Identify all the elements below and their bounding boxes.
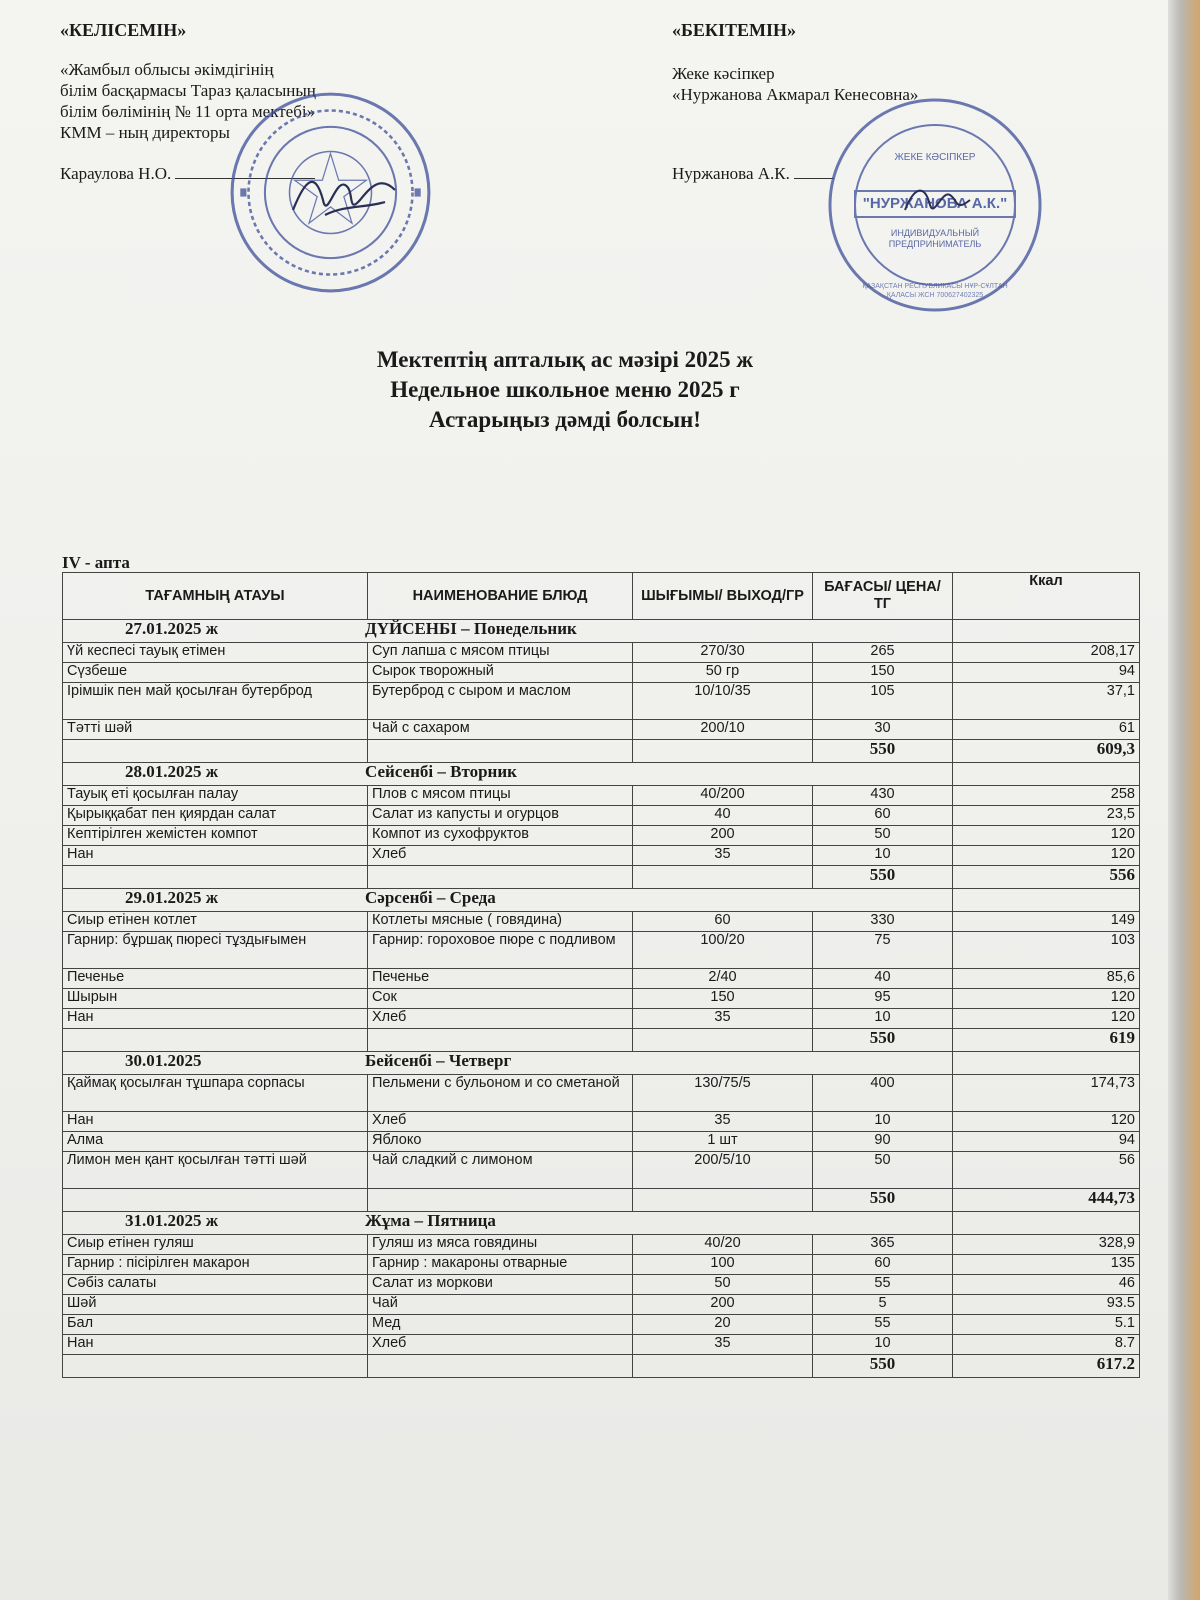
seal-bottom-text: ИНДИВИДУАЛЬНЫЙ ПРЕДПРИНИМАТЕЛЬ bbox=[888, 228, 982, 249]
dish-name-kz: Үй кеспесі тауық етімен bbox=[63, 643, 368, 663]
dish-name-kz: Нан bbox=[63, 1009, 368, 1029]
table-row bbox=[63, 1315, 1140, 1335]
total-kcal: 619 bbox=[953, 1029, 1140, 1052]
total-empty-cell bbox=[368, 1029, 633, 1052]
dish-kcal: 23,5 bbox=[953, 806, 1140, 826]
day-date: 27.01.2025 ж bbox=[125, 619, 219, 638]
dish-name-kz: Сәбіз салаты bbox=[63, 1275, 368, 1295]
total-empty-cell bbox=[63, 1029, 368, 1052]
dish-name-ru: Хлеб bbox=[368, 846, 633, 866]
table-row bbox=[63, 1235, 1140, 1255]
total-row bbox=[63, 1029, 1140, 1052]
dish-kcal: 5.1 bbox=[953, 1315, 1140, 1335]
dish-name-kz: Қаймақ қосылған тұшпара сорпасы bbox=[63, 1075, 368, 1112]
dish-name-ru: Хлеб bbox=[368, 1335, 633, 1355]
dish-name-ru: Компот из сухофруктов bbox=[368, 826, 633, 846]
day-header-cell bbox=[63, 1212, 953, 1235]
dish-kcal: 103 bbox=[953, 932, 1140, 969]
dish-output: 200 bbox=[633, 1295, 813, 1315]
day-header-row bbox=[63, 763, 1140, 786]
dish-price: 55 bbox=[813, 1315, 953, 1335]
dish-output: 10/10/35 bbox=[633, 683, 813, 720]
dish-price: 430 bbox=[813, 786, 953, 806]
dish-kcal: 56 bbox=[953, 1152, 1140, 1189]
dish-output: 40/200 bbox=[633, 786, 813, 806]
dish-name-ru: Яблоко bbox=[368, 1132, 633, 1152]
dish-name-ru: Сырок творожный bbox=[368, 663, 633, 683]
total-kcal: 609,3 bbox=[953, 740, 1140, 763]
menu-body bbox=[63, 620, 1140, 1378]
dish-price: 10 bbox=[813, 1112, 953, 1132]
dish-name-kz: Сүзбеше bbox=[63, 663, 368, 683]
dish-output: 50 bbox=[633, 1275, 813, 1295]
table-row bbox=[63, 989, 1140, 1009]
dish-price: 365 bbox=[813, 1235, 953, 1255]
dish-name-kz: Алма bbox=[63, 1132, 368, 1152]
table-row bbox=[63, 1275, 1140, 1295]
table-row bbox=[63, 969, 1140, 989]
day-date: 30.01.2025 bbox=[125, 1051, 202, 1070]
dish-name-kz: Тауық еті қосылған палау bbox=[63, 786, 368, 806]
total-empty-cell bbox=[633, 740, 813, 763]
day-name: Жұма – Пятница bbox=[365, 1211, 496, 1230]
dish-name-ru: Чай с сахаром bbox=[368, 720, 633, 740]
day-header-row bbox=[63, 1052, 1140, 1075]
total-row bbox=[63, 740, 1140, 763]
total-row bbox=[63, 1189, 1140, 1212]
table-row bbox=[63, 663, 1140, 683]
day-header-row bbox=[63, 620, 1140, 643]
menu-table bbox=[62, 572, 1140, 1378]
header-left-line: КММ – ның директоры bbox=[60, 123, 230, 142]
dish-name-kz: Нан bbox=[63, 846, 368, 866]
col-header-output: ШЫҒЫМЫ/ ВЫХОД/ГР bbox=[633, 573, 813, 620]
dish-kcal: 328,9 bbox=[953, 1235, 1140, 1255]
day-header-row bbox=[63, 889, 1140, 912]
dish-name-ru: Салат из капусты и огурцов bbox=[368, 806, 633, 826]
day-header-cell bbox=[63, 889, 953, 912]
day-name: Бейсенбі – Четверг bbox=[365, 1051, 512, 1070]
dish-price: 10 bbox=[813, 1009, 953, 1029]
dish-output: 35 bbox=[633, 1335, 813, 1355]
table-header-row bbox=[63, 573, 1140, 620]
table-row bbox=[63, 1152, 1140, 1189]
dish-price: 55 bbox=[813, 1275, 953, 1295]
dish-name-kz: Кептірілген жемістен компот bbox=[63, 826, 368, 846]
dish-output: 100/20 bbox=[633, 932, 813, 969]
day-name: Сәрсенбі – Среда bbox=[365, 888, 496, 907]
table-row bbox=[63, 1075, 1140, 1112]
total-empty-cell bbox=[633, 866, 813, 889]
day-date: 28.01.2025 ж bbox=[125, 762, 219, 781]
dish-kcal: 85,6 bbox=[953, 969, 1140, 989]
dish-output: 2/40 bbox=[633, 969, 813, 989]
dish-kcal: 120 bbox=[953, 1112, 1140, 1132]
dish-name-ru: Котлеты мясные ( говядина) bbox=[368, 912, 633, 932]
table-row bbox=[63, 1335, 1140, 1355]
day-header-empty bbox=[953, 889, 1140, 912]
dish-output: 40/20 bbox=[633, 1235, 813, 1255]
dish-output: 20 bbox=[633, 1315, 813, 1335]
dish-price: 30 bbox=[813, 720, 953, 740]
dish-price: 90 bbox=[813, 1132, 953, 1152]
approve-left-title: «КЕЛІСЕМІН» bbox=[60, 20, 187, 40]
dish-output: 40 bbox=[633, 806, 813, 826]
approve-right-title: «БЕКІТЕМІН» bbox=[672, 20, 796, 40]
table-row bbox=[63, 912, 1140, 932]
total-price: 550 bbox=[813, 866, 953, 889]
dish-name-ru: Чай сладкий с лимоном bbox=[368, 1152, 633, 1189]
dish-output: 150 bbox=[633, 989, 813, 1009]
dish-kcal: 37,1 bbox=[953, 683, 1140, 720]
dish-name-kz: Шырын bbox=[63, 989, 368, 1009]
col-header-ru: НАИМЕНОВАНИЕ БЛЮД bbox=[368, 573, 633, 620]
dish-name-kz: Печенье bbox=[63, 969, 368, 989]
dish-kcal: 120 bbox=[953, 846, 1140, 866]
table-row bbox=[63, 1132, 1140, 1152]
day-header-empty bbox=[953, 1212, 1140, 1235]
col-header-kcal: Ккал bbox=[953, 573, 1140, 620]
table-row bbox=[63, 1295, 1140, 1315]
dish-name-kz: Шәй bbox=[63, 1295, 368, 1315]
table-row bbox=[63, 826, 1140, 846]
day-header-cell bbox=[63, 620, 953, 643]
dish-price: 330 bbox=[813, 912, 953, 932]
dish-output: 35 bbox=[633, 846, 813, 866]
total-kcal: 444,73 bbox=[953, 1189, 1140, 1212]
dish-kcal: 149 bbox=[953, 912, 1140, 932]
dish-output: 200/5/10 bbox=[633, 1152, 813, 1189]
dish-output: 100 bbox=[633, 1255, 813, 1275]
table-row bbox=[63, 932, 1140, 969]
dish-name-ru: Бутерброд с сыром и маслом bbox=[368, 683, 633, 720]
day-header-empty bbox=[953, 620, 1140, 643]
title-kz: Мектептің апталық ас мәзірі 2025 ж bbox=[376, 347, 754, 372]
dish-name-kz: Қырыққабат пен қиярдан салат bbox=[63, 806, 368, 826]
dish-output: 35 bbox=[633, 1112, 813, 1132]
dish-name-ru: Гуляш из мяса говядины bbox=[368, 1235, 633, 1255]
signer-right: Нуржанова А.К. bbox=[672, 164, 790, 183]
dish-name-kz: Гарнир : пісірілген макарон bbox=[63, 1255, 368, 1275]
paper-edge bbox=[1168, 0, 1200, 1600]
table-row bbox=[63, 1009, 1140, 1029]
title-wish: Астарыңыз дәмді болсын! bbox=[429, 407, 701, 432]
table-row bbox=[63, 1112, 1140, 1132]
dish-output: 270/30 bbox=[633, 643, 813, 663]
total-price: 550 bbox=[813, 1355, 953, 1378]
dish-output: 35 bbox=[633, 1009, 813, 1029]
table-row bbox=[63, 846, 1140, 866]
dish-output: 200 bbox=[633, 826, 813, 846]
dish-kcal: 94 bbox=[953, 663, 1140, 683]
table-row bbox=[63, 683, 1140, 720]
col-header-price: БАҒАСЫ/ ЦЕНА/ТГ bbox=[813, 573, 953, 620]
dish-price: 95 bbox=[813, 989, 953, 1009]
dish-name-ru: Гарнир : макароны отварные bbox=[368, 1255, 633, 1275]
dish-price: 400 bbox=[813, 1075, 953, 1112]
total-row bbox=[63, 866, 1140, 889]
total-empty-cell bbox=[368, 1189, 633, 1212]
dish-price: 105 bbox=[813, 683, 953, 720]
signature-scribble-left bbox=[285, 160, 405, 230]
dish-kcal: 61 bbox=[953, 720, 1140, 740]
dish-output: 200/10 bbox=[633, 720, 813, 740]
dish-name-ru: Гарнир: гороховое пюре с подливом bbox=[368, 932, 633, 969]
total-price: 550 bbox=[813, 1189, 953, 1212]
header-left-line: білім бөлімінің № 11 орта мектебі» bbox=[60, 102, 316, 121]
col-header-kz: ТАҒАМНЫҢ АТАУЫ bbox=[63, 573, 368, 620]
total-row bbox=[63, 1355, 1140, 1378]
seal-center-text: "НУРЖАНОВА А.К." bbox=[862, 195, 1008, 212]
total-kcal: 617.2 bbox=[953, 1355, 1140, 1378]
seal-ring-text: ҚАЗАҚСТАН РЕСПУБЛИКАСЫ НҰР-СҰЛТАН ҚАЛАСЫ ЖСН 700627402325 bbox=[862, 283, 1008, 299]
table-row bbox=[63, 1255, 1140, 1275]
day-header-row bbox=[63, 1212, 1140, 1235]
total-empty-cell bbox=[63, 1189, 368, 1212]
dish-name-kz: Гарнир: бұршақ пюресі тұздығымен bbox=[63, 932, 368, 969]
dish-name-kz: Тәтті шәй bbox=[63, 720, 368, 740]
dish-name-kz: Ірімшік пен май қосылған бутерброд bbox=[63, 683, 368, 720]
total-empty-cell bbox=[63, 1355, 368, 1378]
dish-kcal: 94 bbox=[953, 1132, 1140, 1152]
dish-price: 60 bbox=[813, 806, 953, 826]
table-row bbox=[63, 643, 1140, 663]
seal-top-text: ЖЕКЕ КӘСІПКЕР bbox=[894, 152, 976, 163]
dish-name-kz: Сиыр етінен котлет bbox=[63, 912, 368, 932]
total-kcal: 556 bbox=[953, 866, 1140, 889]
dish-name-ru: Хлеб bbox=[368, 1009, 633, 1029]
header-right-line: Жеке кәсіпкер bbox=[672, 64, 775, 83]
total-empty-cell bbox=[368, 1355, 633, 1378]
dish-kcal: 120 bbox=[953, 989, 1140, 1009]
dish-name-ru: Пельмени с бульоном и со сметаной bbox=[368, 1075, 633, 1112]
dish-price: 150 bbox=[813, 663, 953, 683]
dish-name-kz: Нан bbox=[63, 1112, 368, 1132]
dish-kcal: 174,73 bbox=[953, 1075, 1140, 1112]
day-name: ДҮЙСЕНБІ – Понедельник bbox=[365, 619, 577, 638]
total-empty-cell bbox=[63, 866, 368, 889]
title-block bbox=[0, 345, 1130, 435]
total-empty-cell bbox=[368, 866, 633, 889]
dish-price: 40 bbox=[813, 969, 953, 989]
title-ru: Недельное школьное меню 2025 г bbox=[390, 377, 740, 402]
total-price: 550 bbox=[813, 740, 953, 763]
dish-kcal: 120 bbox=[953, 1009, 1140, 1029]
table-row bbox=[63, 806, 1140, 826]
dish-output: 130/75/5 bbox=[633, 1075, 813, 1112]
day-header-empty bbox=[953, 1052, 1140, 1075]
dish-name-ru: Печенье bbox=[368, 969, 633, 989]
header-right-line: «Нуржанова Акмарал Кенесовна» bbox=[672, 85, 919, 104]
dish-name-ru: Чай bbox=[368, 1295, 633, 1315]
dish-kcal: 120 bbox=[953, 826, 1140, 846]
total-empty-cell bbox=[633, 1029, 813, 1052]
dish-name-ru: Суп лапша с мясом птицы bbox=[368, 643, 633, 663]
dish-name-ru: Салат из моркови bbox=[368, 1275, 633, 1295]
total-empty-cell bbox=[368, 740, 633, 763]
total-price: 550 bbox=[813, 1029, 953, 1052]
table-row bbox=[63, 720, 1140, 740]
total-empty-cell bbox=[633, 1355, 813, 1378]
day-header-empty bbox=[953, 763, 1140, 786]
dish-kcal: 93.5 bbox=[953, 1295, 1140, 1315]
header-left-line: «Жамбыл облысы әкімдігінің bbox=[60, 60, 274, 79]
dish-name-ru: Мед bbox=[368, 1315, 633, 1335]
header-left-line: білім басқармасы Тараз қаласының bbox=[60, 81, 316, 100]
dish-price: 5 bbox=[813, 1295, 953, 1315]
day-name: Сейсенбі – Вторник bbox=[365, 762, 517, 781]
signature-scribble-right bbox=[900, 180, 980, 220]
dish-name-ru: Сок bbox=[368, 989, 633, 1009]
day-date: 29.01.2025 ж bbox=[125, 888, 219, 907]
dish-price: 10 bbox=[813, 846, 953, 866]
day-header-cell bbox=[63, 763, 953, 786]
dish-name-kz: Сиыр етінен гуляш bbox=[63, 1235, 368, 1255]
dish-name-kz: Лимон мен қант қосылған тәтті шәй bbox=[63, 1152, 368, 1189]
dish-output: 50 гр bbox=[633, 663, 813, 683]
table-row bbox=[63, 786, 1140, 806]
dish-price: 75 bbox=[813, 932, 953, 969]
total-empty-cell bbox=[633, 1189, 813, 1212]
dish-kcal: 135 bbox=[953, 1255, 1140, 1275]
signer-left: Караулова Н.О. bbox=[60, 164, 172, 183]
dish-price: 10 bbox=[813, 1335, 953, 1355]
dish-name-kz: Нан bbox=[63, 1335, 368, 1355]
dish-name-ru: Хлеб bbox=[368, 1112, 633, 1132]
dish-output: 1 шт bbox=[633, 1132, 813, 1152]
dish-price: 50 bbox=[813, 1152, 953, 1189]
dish-price: 60 bbox=[813, 1255, 953, 1275]
dish-output: 60 bbox=[633, 912, 813, 932]
week-label: IV - апта bbox=[62, 553, 130, 572]
total-empty-cell bbox=[63, 740, 368, 763]
dish-name-kz: Бал bbox=[63, 1315, 368, 1335]
day-date: 31.01.2025 ж bbox=[125, 1211, 219, 1230]
dish-kcal: 208,17 bbox=[953, 643, 1140, 663]
dish-price: 50 bbox=[813, 826, 953, 846]
dish-kcal: 258 bbox=[953, 786, 1140, 806]
day-header-cell bbox=[63, 1052, 953, 1075]
dish-kcal: 46 bbox=[953, 1275, 1140, 1295]
dish-name-ru: Плов с мясом птицы bbox=[368, 786, 633, 806]
dish-kcal: 8.7 bbox=[953, 1335, 1140, 1355]
dish-price: 265 bbox=[813, 643, 953, 663]
